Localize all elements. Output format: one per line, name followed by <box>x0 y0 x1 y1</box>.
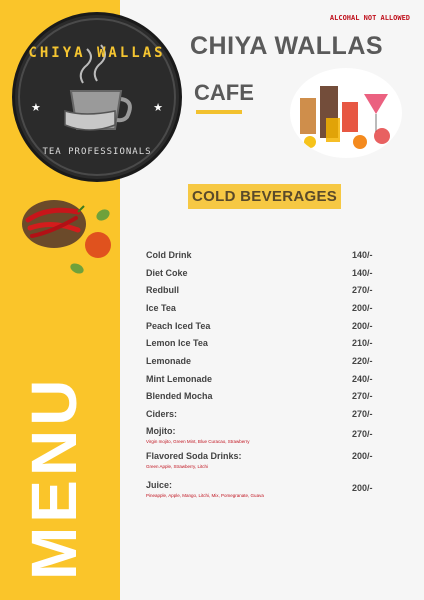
list-item <box>146 268 386 285</box>
list-item <box>146 480 386 504</box>
item-name: Peach Iced Tea <box>146 321 211 331</box>
item-name: Flavored Soda Drinks: <box>146 451 242 461</box>
item-price: 270/- <box>352 429 373 439</box>
cafe-underline <box>196 110 242 114</box>
list-item <box>146 321 386 338</box>
item-price: 210/- <box>352 338 373 348</box>
brand-title: CHIYA WALLAS <box>190 32 384 60</box>
item-price: 240/- <box>352 374 373 384</box>
menu-vertical-text: MENU <box>18 375 90 580</box>
section-heading: COLD BEVERAGES <box>188 184 341 209</box>
logo-bottom-text: TEA PROFESSIONALS <box>42 147 152 157</box>
item-price: 200/- <box>352 451 373 461</box>
alcohol-notice: ALCOHAL NOT ALLOWED <box>329 14 410 22</box>
item-name: Redbull <box>146 285 179 295</box>
list-item <box>146 426 386 451</box>
item-name: Lemonade <box>146 356 192 366</box>
item-price: 200/- <box>352 483 373 493</box>
item-name: Diet Coke <box>146 268 188 278</box>
list-item <box>146 356 386 374</box>
item-name: Blended Mocha <box>146 391 213 401</box>
item-name: Ciders: <box>146 409 178 419</box>
item-name: Mojito: <box>146 426 176 436</box>
item-name: Juice: <box>146 480 173 490</box>
item-name: Mint Lemonade <box>146 374 213 384</box>
logo-top-text: CHIYA WALLAS <box>28 45 166 61</box>
item-name: Lemon Ice Tea <box>146 338 208 348</box>
star-icon: ★ <box>31 102 41 114</box>
star-icon: ★ <box>153 102 163 114</box>
item-price: 270/- <box>352 285 373 295</box>
item-price: 270/- <box>352 391 373 401</box>
drinks-photo <box>290 68 402 158</box>
chiya-wallas-logo <box>12 12 182 182</box>
item-price: 200/- <box>352 321 373 331</box>
item-price: 200/- <box>352 303 373 313</box>
item-price: 140/- <box>352 268 373 278</box>
item-note: Virgin mojito, Green Mint, Blue Curacao, Strawberry <box>146 439 250 444</box>
menu-list <box>146 250 386 504</box>
tomato-image <box>85 232 111 258</box>
item-note: Green Apple, Strawberry, Litchi <box>146 464 208 469</box>
list-item <box>146 374 386 391</box>
item-name: Cold Drink <box>146 250 192 260</box>
cafe-subtitle: CAFE <box>194 80 254 105</box>
chilies-image <box>20 192 90 252</box>
list-item <box>146 285 386 303</box>
list-item <box>146 250 386 268</box>
item-price: 220/- <box>352 356 373 366</box>
list-item <box>146 451 386 480</box>
item-price: 270/- <box>352 409 373 419</box>
list-item <box>146 409 386 426</box>
list-item <box>146 303 386 321</box>
item-note: Pineapple, Apple, Mango, Litchi, Mix, Pomegranate, Guava <box>146 493 264 498</box>
item-price: 140/- <box>352 250 373 260</box>
list-item <box>146 391 386 409</box>
item-name: Ice Tea <box>146 303 176 313</box>
list-item <box>146 338 386 356</box>
